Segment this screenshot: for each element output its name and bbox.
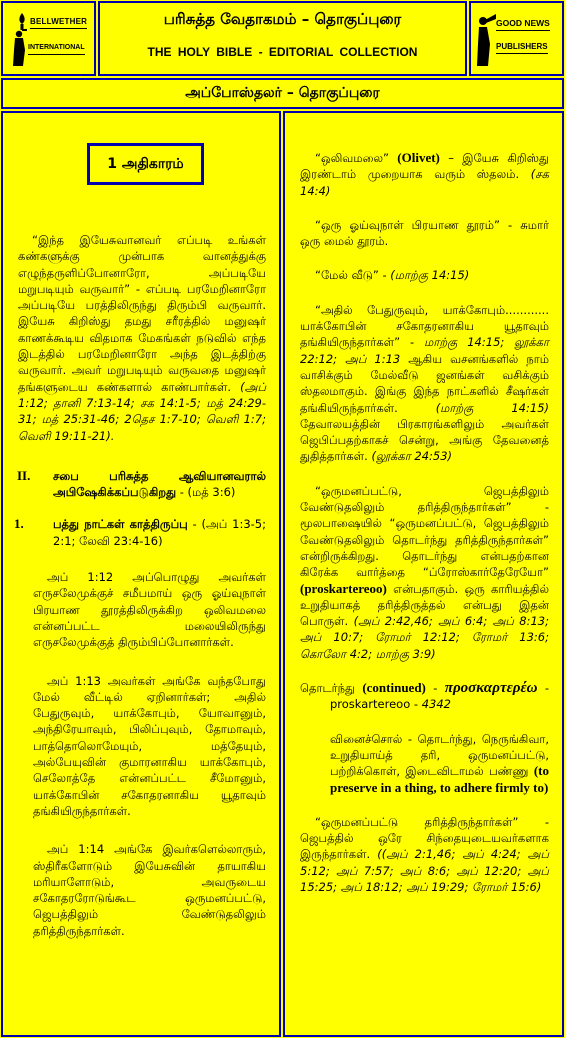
publisher-logo-good-news bbox=[469, 1, 564, 76]
text-segment: “ஒருமனப்பட்டு, ஜெபத்திலும் வேண்டுதலிலும் தரித்திருந்தார்கள்” - மூலபாஷையில் “ஒருமனப்பட்டு, ஜெபத்திலும் வேண்டுதலிலும் தொடர்ந்து தரித்திருந்தார்கள்” என்றிருக்கிறது. தொடர்ந்து என்பதற்கான கிரேக்க வார்த்தை “ப்ரோஸ்கார்தேரேயோ” bbox=[300, 483, 549, 580]
text-segment: – இயேசு கிறிஸ்து இரண்டாம் முறையாக வரும் ஸ்தலம். bbox=[300, 151, 550, 182]
publisher-logo-bellwether bbox=[1, 1, 96, 76]
english-term: (to preserve in a thing, to adhere firmly to) bbox=[330, 763, 549, 795]
note-olivet bbox=[300, 150, 549, 199]
herald-trumpet-icon bbox=[475, 12, 497, 68]
right-column bbox=[283, 111, 564, 1037]
document-title-block bbox=[98, 1, 467, 76]
subsection-title: பத்து நாட்கள் காத்திருப்பு bbox=[53, 517, 188, 532]
note-sabbath-journey bbox=[300, 217, 549, 250]
english-term: (proskartereoo) bbox=[300, 580, 387, 596]
book-title: அப்போஸ்தலர் – தொகுப்புரை bbox=[185, 85, 380, 101]
book-title-bar bbox=[1, 78, 564, 109]
text-segment: “ஒரு ஓய்வுநாள் பிரயாண தூரம்” - சுமார் ஒரு மைல் தூரம். bbox=[300, 217, 549, 249]
subsection-heading-text bbox=[53, 516, 266, 549]
logo-text-line2: PUBLISHERS bbox=[496, 41, 548, 54]
note-one-accord-prayer bbox=[300, 483, 549, 662]
scripture-reference: (சக 14:4) bbox=[300, 167, 549, 198]
english-term: (continued) bbox=[362, 680, 426, 696]
scripture-reference: 4342 bbox=[421, 697, 451, 712]
scripture-reference: (அப் 2:42,46; அப் 6:4; அப் 8:13; அப் 10:7; ரோமர் 12:12; ரோமர் 13:6; கொலோ 4:2; மாற்கு 3:9) bbox=[300, 614, 549, 661]
section-reference: - (மத் 3:6) bbox=[179, 485, 236, 500]
text-segment: “ஒலிவமலை” bbox=[315, 151, 398, 165]
verse-paragraph: அப் 1:12 அப்பொழுது அவர்கள் எருசலேமுக்குச் சமீபமாய் ஒரு ஓய்வுநாள் பிரயாண தூரத்திலிருக்கிற ஒலிவமலை என்னப்பட்ட மலையிலிருந்து எருசலேமுக்குத் திரும்பிப்போனார்கள். bbox=[33, 570, 266, 650]
intro-paragraph bbox=[18, 232, 266, 444]
logo-text-line2: INTERNATIONAL bbox=[28, 42, 85, 55]
greek-word-definition bbox=[330, 731, 549, 796]
text-segment: “இந்த இயேசுவானவர் எப்படி உங்கள் கண்களுக்கு முன்பாக வானத்துக்கு எழுந்தருளிப்போனாரோ, அப்படியே மறுபடியும் வருவார்” - எப்படி பரமேறினாரோ அப்படியே பரத்திலிருந்து திரும்பி வருவார். இயேசு கிறிஸ்து தமது சரீரத்தில் மனுஷர் காணக்கூடிய விதமாக மேகங்கள் நடுவில் எந்த இடத்தில் பரமேறினாரோ அந்த இடத்திற்கு வருவார். அவர் மறுபடியும் வருவதை மனுஷர் தங்களுடைய கண்களால் காண்பார்கள். bbox=[18, 233, 266, 394]
greek-term: προσκαρτερέω bbox=[444, 680, 538, 697]
verse-paragraph: அப் 1:13 அவர்கள் அங்கே வந்தபோது மேல் வீட்டில் ஏறினார்கள்; அதில் பேதுருவும், யாக்கோபும், யோவானும், அந்திரேயாவும், பிலிப்புவும், தோமாவும், பாத்தொலொமேயும், மத்தேயும், அல்பேயுவின் குமாரனாகிய யாக்கோபும், செலோத்தே என்னப்பட்ட சீமோனும், யாக்கோபின் சகோதரனாகிய யூதாவும் தங்கியிருந்தார்கள். bbox=[33, 673, 266, 818]
title-tamil: பரிசுத்த வேதாகமம் – தொகுப்புரை bbox=[163, 10, 402, 28]
greek-word-entry bbox=[300, 680, 549, 713]
scripture-reference: (மாற்கு 14:15) bbox=[390, 268, 470, 283]
subsection-number: 1. bbox=[14, 516, 24, 532]
text-segment: ஆகிய வசனங்களில் நாம் வாசிக்கும் மேல்வீடு ஜனங்கள் வசிக்கும் ஸ்தலமாகும். இங்கு இந்த நாட்களில் சீஷர்கள் தங்கியிருந்தார்கள். bbox=[300, 351, 549, 415]
text-segment: “அதில் பேதுருவும், யாக்கோபும்............ யாக்கோபின் சகோதரனாகிய யூதாவும் தங்கியிருந்தார்கள்” - bbox=[300, 302, 549, 350]
note-one-accord bbox=[300, 814, 549, 895]
text-segment: தொடர்ந்து bbox=[300, 681, 363, 696]
subsection-reference: - (அப் 1:3-5; 2:1; லேவி 23:4-16) bbox=[53, 517, 267, 548]
scripture-reference: (லூக்கா 24:53) bbox=[371, 449, 452, 464]
text-segment: “மேல் வீடு” - bbox=[315, 268, 391, 283]
note-disciples-staying bbox=[300, 302, 549, 465]
title-english: THE HOLY BIBLE - EDITORIAL COLLECTION bbox=[147, 45, 418, 59]
text-segment: தேவாலயத்தின் பிரகாரங்களிலும் அவர்கள் ஜெபிப்பதற்காகச் சென்று, அங்கு தேவனைத் துதித்தார்கள். bbox=[300, 416, 549, 464]
note-upper-room bbox=[300, 267, 549, 283]
chapter-label: 1 அதிகாரம் bbox=[107, 156, 184, 172]
chapter-heading bbox=[87, 143, 204, 185]
lamp-figure-icon bbox=[11, 12, 31, 68]
section-title: சபை பரிசுத்த ஆவியானவரால் அபிஷேகிக்கப்படுகிறது bbox=[53, 468, 266, 500]
logo-text-line1: GOOD NEWS bbox=[496, 18, 550, 31]
scripture-reference: மாற்கு 14:15; லூக்கா 22:12; அப் 1:13 bbox=[300, 335, 549, 366]
scripture-reference: (அப் 1:12; தானி 7:13-14; சக 14:1-5; மத் 24:29-31; மத் 25:31-46; 2தெச 1:7-10; வெளி 1:7; வெளி 19:11-21). bbox=[18, 379, 266, 443]
text-segment: வினைச்சொல் - தொடர்ந்து, நெருங்கிவா, உறுதியாய்த் தரி, ஒருமனப்பட்டு, பற்றிக்கொள், இடைவிடாமல் பண்ணு bbox=[330, 731, 549, 779]
section-heading bbox=[17, 468, 266, 501]
english-term: (Olivet) bbox=[397, 150, 440, 165]
text-segment: என்பதாகும். ஒரு காரியத்தில் உறுதியாகத் தரித்திருத்தல் என்பது இதன் பொருள். bbox=[300, 581, 549, 629]
section-heading-text bbox=[53, 468, 266, 501]
verse-paragraph: அப் 1:14 அங்கே இவர்களெல்லாரும், ஸ்திரீகளோடும் இயேசுவின் தாயாகிய மரியாளோடும், அவருடைய சகோதரரோடுங்கூட ஒருமனப்பட்டு, ஜெபத்திலும் வேண்டுதலிலும் தரித்திருந்தார்கள். bbox=[33, 842, 266, 938]
text-segment: - proskartereoo - bbox=[330, 681, 549, 712]
subsection-heading bbox=[14, 516, 266, 549]
scripture-reference: ((அப் 2:1,46; அப் 4:24; அப் 5:12; அப் 7:57; அப் 8:6; அப் 12:20; அப் 15:25; அப் 18:12; அப் 19:29; ரோமர் 15:6) bbox=[300, 847, 550, 894]
text-segment: “ஒருமனப்பட்டு தரித்திருந்தார்கள்” - ஜெபத்தில் ஒரே சிந்தையுடையவர்களாக இருந்தார்கள். bbox=[300, 814, 549, 862]
text-segment: - bbox=[425, 681, 445, 696]
section-number: II. bbox=[17, 467, 31, 483]
logo-text-line1: BELLWETHER bbox=[30, 16, 87, 29]
left-column bbox=[1, 111, 281, 1037]
scripture-reference: (மாற்கு 14:15) bbox=[435, 400, 549, 415]
